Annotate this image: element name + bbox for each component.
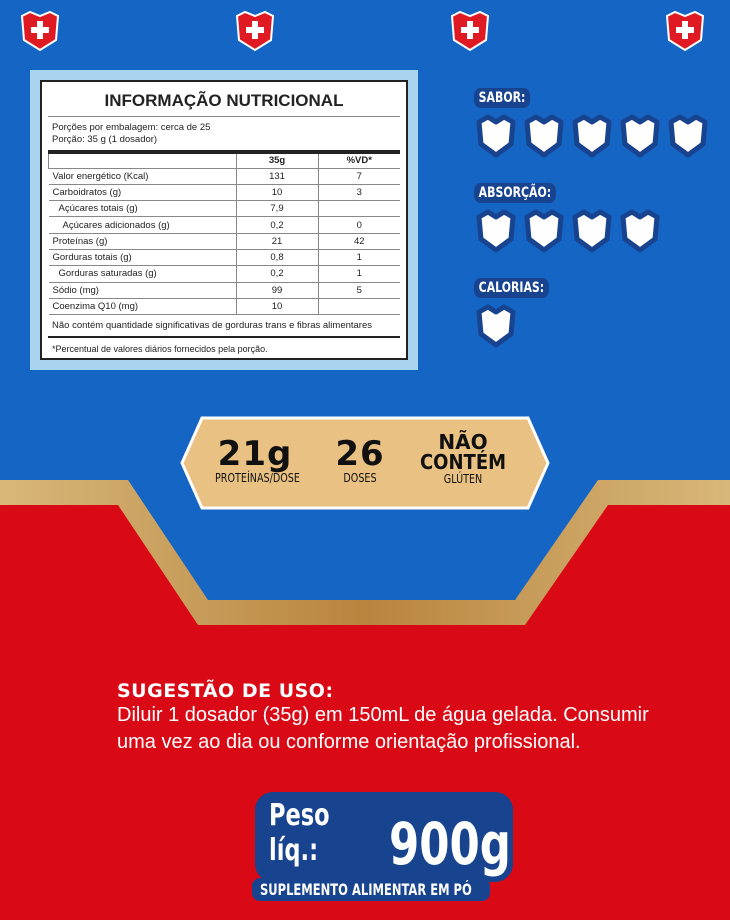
nutrient-dv: 3 bbox=[318, 184, 400, 200]
table-row bbox=[49, 168, 401, 184]
table-row bbox=[49, 249, 401, 265]
nutrient-dv: 7 bbox=[318, 168, 400, 184]
nutrient-dv bbox=[318, 201, 400, 217]
nutrition-note: Não contém quantidade significativas de gorduras trans e fibras alimentares bbox=[48, 315, 400, 338]
net-weight-label: Peso líq.: bbox=[269, 798, 330, 868]
swiss-shield-icon bbox=[663, 10, 707, 52]
rating-0 bbox=[474, 114, 710, 158]
nutrient-dv: 5 bbox=[318, 282, 400, 298]
nutrient-amount: 7,9 bbox=[236, 201, 318, 217]
net-weight-value: 900g bbox=[389, 810, 511, 878]
nutrient-amount: 0,2 bbox=[236, 266, 318, 282]
nutrition-title: INFORMAÇÃO NUTRICIONAL bbox=[48, 82, 400, 117]
table-row bbox=[49, 201, 401, 217]
portion-size: Porção: 35 g (1 dosador) bbox=[52, 134, 158, 145]
rating-shield-icon bbox=[618, 209, 662, 253]
nutrition-footnote: *Percentual de valores diários fornecidos pela porção. bbox=[52, 344, 268, 355]
nutrient-name: Carboidratos (g) bbox=[49, 184, 237, 200]
nutrient-dv: 1 bbox=[318, 266, 400, 282]
nutrient-dv: 0 bbox=[318, 217, 400, 233]
rating-shield-icon bbox=[474, 114, 518, 158]
nutrition-facts-panel bbox=[30, 70, 418, 370]
rating-label: ABSORÇÃO: bbox=[474, 183, 556, 203]
rating-label: SABOR: bbox=[474, 88, 530, 108]
servings-per-package: Porções por embalagem: cerca de 25 bbox=[52, 122, 211, 133]
swiss-shield-icon bbox=[18, 10, 62, 52]
table-row bbox=[49, 217, 401, 233]
rating-shield-icon bbox=[474, 304, 518, 348]
nutrient-amount: 21 bbox=[236, 233, 318, 249]
table-row bbox=[49, 266, 401, 282]
nutrient-name: Proteínas (g) bbox=[49, 233, 237, 249]
rating-shield-icon bbox=[474, 209, 518, 253]
nutrient-name: Açúcares adicionados (g) bbox=[49, 217, 237, 233]
header-amount: 35g bbox=[236, 152, 318, 168]
table-row bbox=[49, 233, 401, 249]
nutrient-dv bbox=[318, 298, 400, 314]
nutrient-name: Sódio (mg) bbox=[49, 282, 237, 298]
rating-shield-icon bbox=[570, 114, 614, 158]
nutrient-name: Açúcares totais (g) bbox=[49, 201, 237, 217]
nutrient-amount: 10 bbox=[236, 184, 318, 200]
table-row bbox=[49, 282, 401, 298]
swiss-shield-icon bbox=[233, 10, 277, 52]
usage-title: SUGESTÃO DE USO: bbox=[117, 680, 334, 702]
stat-doses: 26 DOSES bbox=[335, 434, 385, 485]
nutrition-table bbox=[48, 150, 400, 315]
stat-gluten: NÃO CONTÉM GLÚTEN bbox=[419, 430, 507, 486]
swiss-shield-icon bbox=[448, 10, 492, 52]
rating-shield-icon bbox=[522, 114, 566, 158]
rating-shield-icon bbox=[666, 114, 710, 158]
header-dv: %VD* bbox=[318, 152, 400, 168]
table-row bbox=[49, 184, 401, 200]
product-type: SUPLEMENTO ALIMENTAR EM PÓ bbox=[252, 878, 490, 901]
stat-protein: 21g PROTEÍNAS/DOSE bbox=[215, 434, 300, 485]
usage-text: Diluir 1 dosador (35g) em 150mL de água gelada. Consumir uma vez ao dia ou conforme orientação profissional. bbox=[117, 704, 649, 753]
nutrient-amount: 99 bbox=[236, 282, 318, 298]
rating-shield-icon bbox=[618, 114, 662, 158]
nutrient-name: Coenzima Q10 (mg) bbox=[49, 298, 237, 314]
nutrient-name: Gorduras totais (g) bbox=[49, 249, 237, 265]
usage-section bbox=[117, 680, 677, 756]
rating-1 bbox=[474, 209, 662, 253]
nutrient-name: Valor energético (Kcal) bbox=[49, 168, 237, 184]
rating-label: CALORIAS: bbox=[474, 278, 549, 298]
nutrient-dv: 42 bbox=[318, 233, 400, 249]
nutrient-dv: 1 bbox=[318, 249, 400, 265]
nutrient-amount: 0,8 bbox=[236, 249, 318, 265]
table-row bbox=[49, 298, 401, 314]
nutrient-amount: 131 bbox=[236, 168, 318, 184]
rating-shield-icon bbox=[570, 209, 614, 253]
nutrient-amount: 0,2 bbox=[236, 217, 318, 233]
nutrient-amount: 10 bbox=[236, 298, 318, 314]
rating-shield-icon bbox=[522, 209, 566, 253]
nutrient-name: Gorduras saturadas (g) bbox=[49, 266, 237, 282]
net-weight bbox=[255, 792, 513, 882]
rating-2 bbox=[474, 304, 518, 348]
